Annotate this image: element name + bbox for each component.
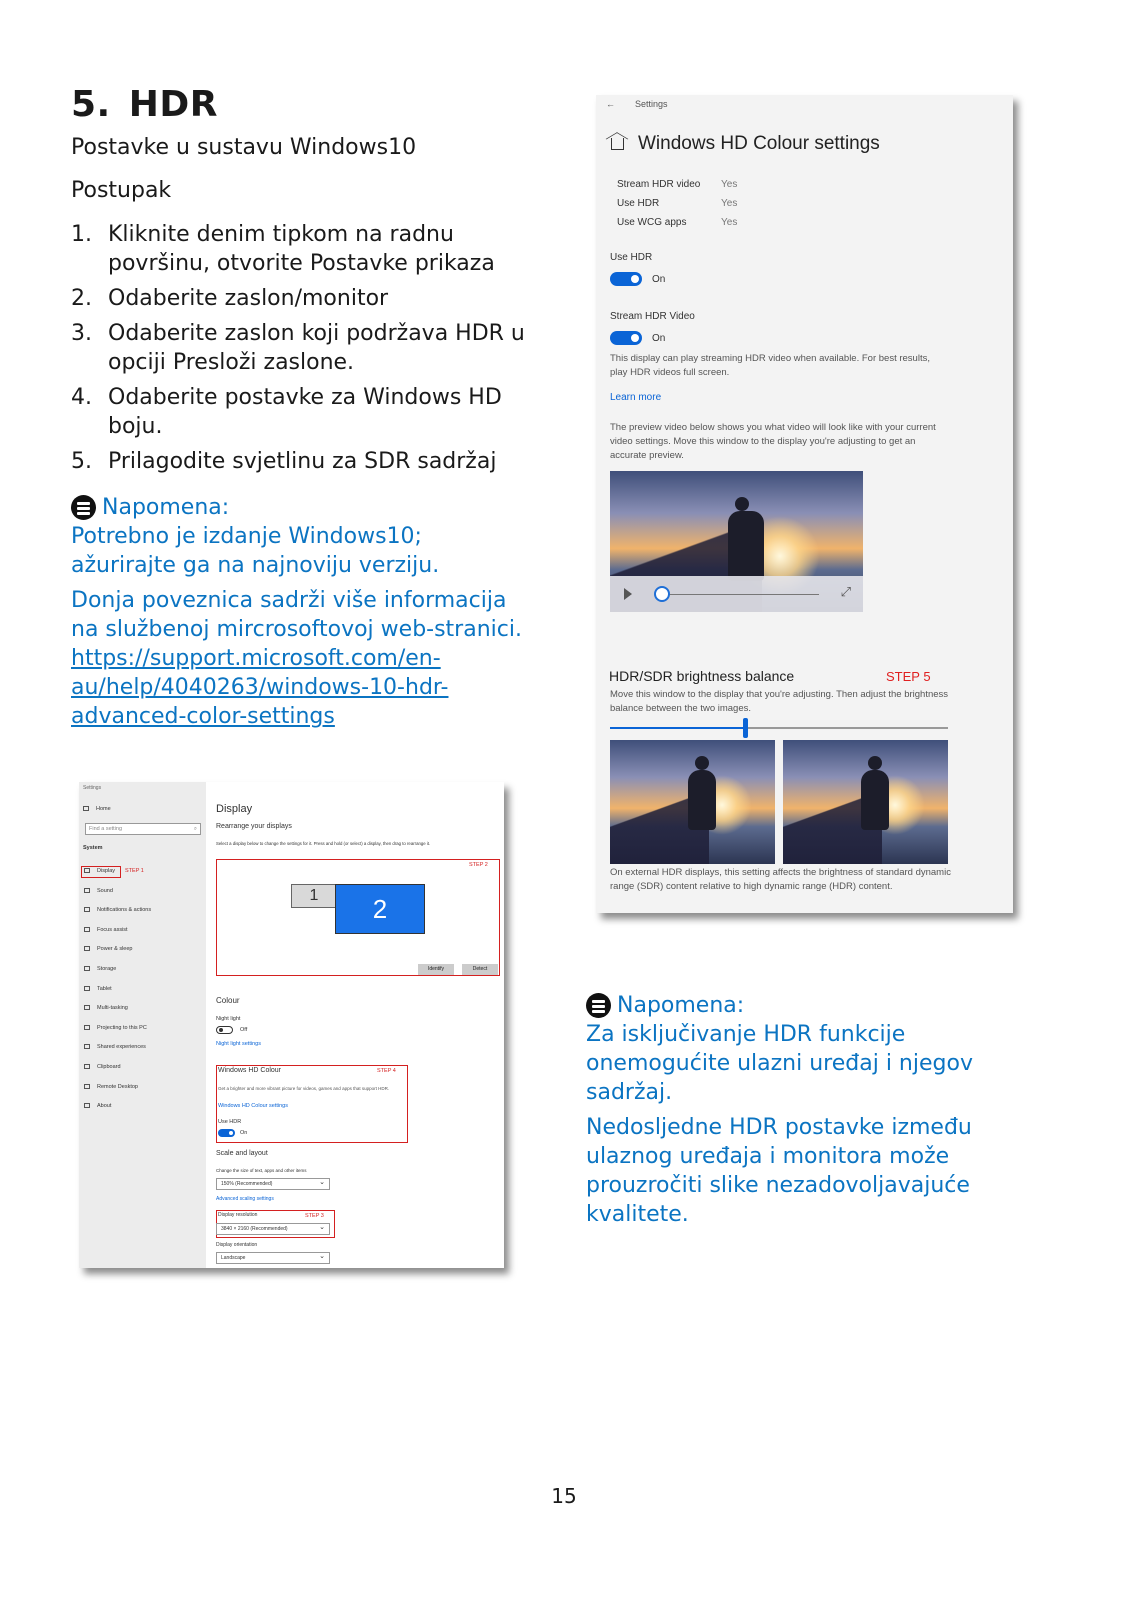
brightness-balance-slider[interactable] [610,727,948,729]
orientation-label: Display orientation [216,1242,258,1248]
night-light-settings-link[interactable]: Night light settings [216,1041,261,1047]
nav-icon [84,986,90,991]
procedure-label: Postupak [71,178,172,203]
sidebar-item-tablet[interactable] [84,986,112,992]
note-paragraph: Nedosljedne HDR postavke između ulaznog uređaja i monitora može prouzročiti slike nezadovoljavajuće kvalitete. [586,1115,972,1227]
note-label: Napomena: [102,495,230,520]
nav-icon [84,1044,90,1049]
list-item [71,383,531,441]
hd-colour-screenshot [596,95,1013,913]
section-title [71,84,218,125]
info-key: Stream HDR video [617,179,701,190]
sidebar-item-label: Power & sleep [97,946,133,953]
sidebar-item-label: Projecting to this PC [97,1024,147,1031]
note-paragraph: Za isključivanje HDR funkcije onemogućite ulazni uređaj i njegov sadržaj. [586,1022,973,1105]
nav-icon [84,1103,90,1108]
hd-colour-heading: Windows HD Colour [218,1067,282,1074]
search-placeholder: Find a setting [89,826,123,832]
sidebar-item-remote-desktop[interactable] [84,1084,138,1090]
scale-description: Change the size of text, apps and other items [216,1168,307,1173]
list-item [71,319,531,377]
info-value: Yes [721,217,738,228]
nav-icon [84,907,90,912]
sidebar-item-label: Multi-tasking [97,1005,128,1012]
person-silhouette [861,770,889,830]
slider-thumb[interactable] [743,718,748,738]
nav-icon [84,946,90,951]
microsoft-support-link[interactable]: https://support.microsoft.com/en-au/help/4040263/windows-10-hdr-advanced-color-settings [71,646,449,729]
use-hdr-toggle[interactable] [218,1129,235,1137]
step4-label: STEP 4 [377,1068,396,1074]
page-number: 15 [551,1484,577,1508]
info-key: Use HDR [617,198,660,209]
balance-title: HDR/SDR brightness balance [609,668,795,684]
search-icon[interactable]: ⌕ [193,826,197,832]
note-right [586,991,1006,1229]
step-number: 1. [71,222,92,247]
step-text: Odaberite zaslon/monitor [108,286,389,311]
info-value: Yes [721,179,738,190]
hd-title: Windows HD Colour settings [638,133,880,154]
colour-heading: Colour [216,996,240,1005]
note-paragraph: Potrebno je izdanje Windows10; ažurirajte ga na najnoviju verziju. [71,524,440,578]
sidebar-item-display[interactable] [84,868,115,874]
sidebar-item-label: Display [97,868,116,874]
orientation-dropdown[interactable]: Landscape ⌄ [216,1252,330,1264]
sidebar-item-notifications-actions[interactable] [84,907,151,913]
step-text: Kliknite denim tipkom na radnu površinu, otvorite Postavke prikaza [108,222,495,276]
step-number: 4. [71,385,92,410]
scale-layout-heading: Scale and layout [216,1150,268,1157]
note-header [71,493,531,522]
rearrange-description: Select a display below to change the settings for it. Press and hold (or select) a display, then drag to rearrange it. [216,841,431,846]
learn-more-link[interactable]: Learn more [610,392,662,403]
nav-icon [84,1005,90,1010]
display-settings-screenshot [79,782,504,1268]
nav-icon [84,966,90,971]
sidebar-item-focus-assist[interactable] [84,927,128,933]
play-icon[interactable] [624,588,632,600]
info-row [617,179,738,190]
night-light-toggle[interactable] [216,1026,233,1034]
nav-icon [84,927,90,932]
note-label: Napomena: [617,993,745,1018]
nav-icon [84,1084,90,1089]
seek-track[interactable] [660,594,819,595]
step-text: Odaberite zaslon koji podržava HDR u opciji Presloži zaslone. [108,321,525,375]
monitor-2[interactable]: 2 [335,884,425,934]
sidebar-item-sound[interactable] [84,888,113,894]
breadcrumb-label: Settings [635,99,668,109]
note-icon [71,495,96,520]
step-number: 3. [71,321,92,346]
info-key: Use WCG apps [617,217,687,228]
info-row [617,198,738,209]
use-hdr-toggle[interactable] [610,272,642,286]
step5-label: STEP 5 [886,669,931,684]
sidebar-item-projecting-to-this-pc[interactable] [84,1025,147,1031]
night-light-state: Off [240,1027,248,1033]
sidebar-item-about[interactable] [84,1103,111,1109]
hd-colour-settings-link[interactable]: Windows HD Colour settings [218,1103,288,1109]
sidebar-item-label: Clipboard [97,1064,121,1070]
nav-icon [84,1025,90,1030]
night-light-label: Night light [216,1016,241,1022]
sidebar-item-label: Shared experiences [97,1044,146,1051]
step-text: Odaberite postavke za Windows HD boju. [108,385,502,439]
expand-icon[interactable]: ⤢ [840,584,851,599]
step2-label: STEP 2 [469,862,488,868]
sidebar-item-label: Storage [97,966,117,972]
rearrange-heading: Rearrange your displays [216,823,292,830]
step3-label: STEP 3 [305,1213,324,1219]
sidebar-item-label: About [97,1103,112,1110]
detect-button[interactable]: Detect [462,964,498,975]
sidebar-item-home[interactable] [83,806,111,812]
use-hdr-label: Use HDR [218,1119,242,1125]
hd-colour-description: Get a brighter and more vibrant picture for videos, games and apps that support HDR. [218,1086,390,1091]
system-label: System [83,845,103,851]
stream-hdr-label: Stream HDR Video [610,311,695,322]
info-value: Yes [721,198,738,209]
sidebar-item-label: Focus assist [97,926,128,933]
hdr-preview-image [783,740,948,864]
resolution-dropdown[interactable]: 3840 × 2160 (Recommended) ⌄ [216,1223,330,1235]
use-hdr-state: On [240,1130,248,1136]
step-number: 5. [71,449,92,474]
sidebar-item-label: Home [96,806,111,812]
home-icon [83,806,89,811]
advanced-scaling-link[interactable]: Advanced scaling settings [216,1196,274,1202]
back-arrow-icon[interactable]: ← [606,99,615,109]
stream-hdr-toggle[interactable] [610,331,642,345]
sidebar-item-label: Remote Desktop [97,1083,138,1090]
note-header [586,991,1006,1020]
preview-description: The preview video below shows you what video will look like with your current video settings. Move this window to the display you're adjusting to get an accurate preview. [610,422,936,461]
seek-knob[interactable] [654,586,670,602]
info-row [617,217,738,228]
page-title [611,133,880,155]
note-icon [586,993,611,1018]
person-silhouette [688,770,716,830]
identify-button[interactable]: Identify [418,964,454,975]
steps-list [71,220,531,482]
stream-description: This display can play streaming HDR video when available. For best results, play HDR videos full screen. [610,353,930,378]
footer-description: On external HDR displays, this setting affects the brightness of standard dynamic range (SDR) content relative to high dynamic range (HDR) content. [610,867,951,892]
sidebar-item-multi-tasking[interactable] [84,1005,128,1011]
sidebar-item-storage[interactable] [84,966,116,972]
breadcrumb [606,99,668,109]
video-player-controls [610,576,863,612]
section-heading: HDR [128,84,218,125]
step-text: Prilagodite svjetlinu za SDR sadržaj [108,449,497,474]
nav-icon [84,868,90,873]
list-item [71,447,531,476]
use-hdr-state: On [652,274,666,285]
sdr-preview-image [610,740,775,864]
use-hdr-label: Use HDR [610,252,653,263]
balance-description: Move this window to the display that you're adjusting. Then adjust the brightness balance between the two images. [610,689,949,714]
nav-icon [84,1064,90,1069]
subtitle: Postavke u sustavu Windows10 [71,135,417,160]
note-paragraph: Donja poveznica sadrži više informacija na službenoj mircrosoftovoj web-stranici. [71,588,522,642]
sidebar-item-label: Tablet [97,985,112,992]
sidebar-item-shared-experiences[interactable] [84,1044,146,1050]
sidebar-item-label: Sound [97,887,113,894]
page-title: Display [216,803,253,815]
nav-icon [84,888,90,893]
stream-hdr-state: On [652,333,666,344]
step1-label: STEP 1 [125,868,144,874]
search-input[interactable] [85,823,201,835]
person-silhouette [728,511,764,581]
step-number: 2. [71,286,92,311]
note-left [71,493,531,731]
monitor-1[interactable]: 1 [291,884,337,908]
resolution-label: Display resolution [218,1212,258,1218]
list-item [71,284,531,313]
list-item [71,220,531,278]
slider-fill [610,727,745,729]
sidebar-item-clipboard[interactable] [84,1064,121,1070]
sidebar-item-power-sleep[interactable] [84,946,132,952]
section-number: 5. [71,84,111,125]
scale-dropdown[interactable]: 150% (Recommended) ⌄ [216,1178,330,1190]
home-icon[interactable] [611,138,624,150]
sidebar-item-label: Notifications & actions [97,907,152,914]
window-title: Settings [83,785,102,791]
